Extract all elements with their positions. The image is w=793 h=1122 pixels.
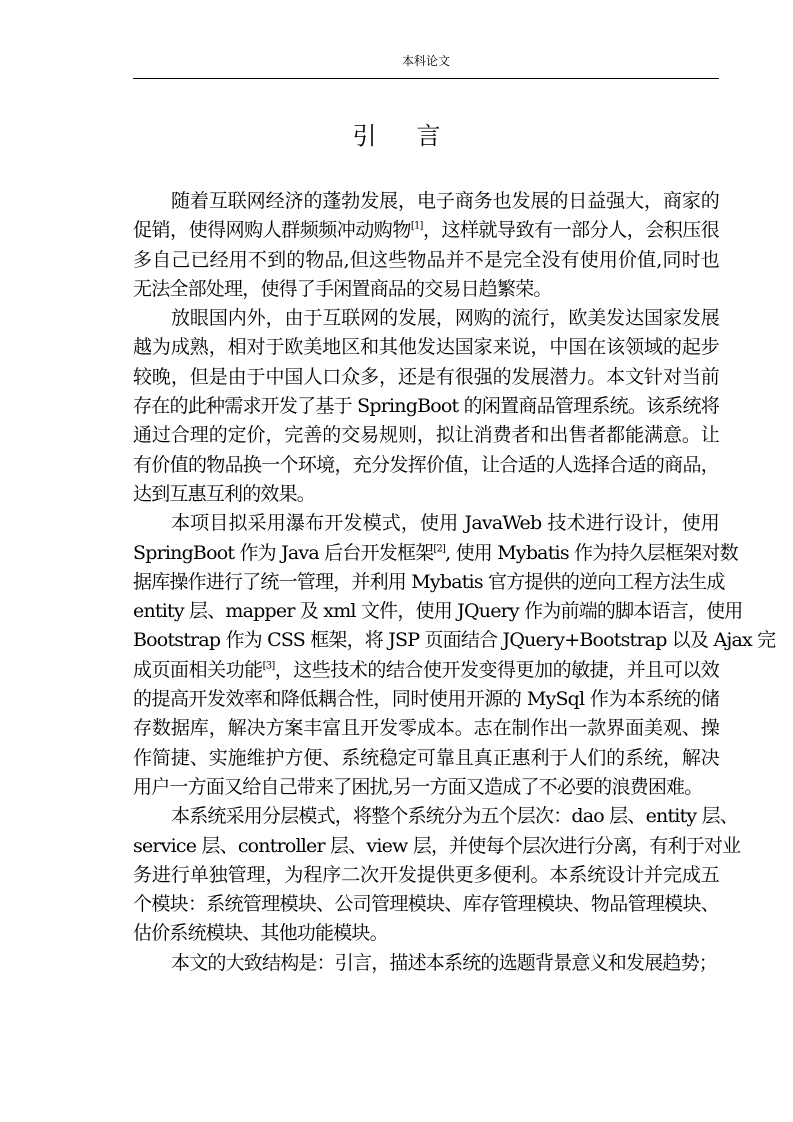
text-line [133,626,776,655]
text-line [133,919,719,948]
line-text: 用户一方面又给自己带来了困扰,另一方面又造成了不必要的浪费困难。 [133,775,703,798]
line-text: Bootstrap 作为 CSS 框架，将 JSP 页面结合 JQuery+Bootstrap 以及 Ajax 完 [133,629,776,652]
line-text: SpringBoot 作为 Java 后台开发框架 [133,541,434,564]
text-line [133,597,743,626]
line-text: 较晚，但是由于中国人口众多，还是有很强的发展潜力。本文针对当前 [133,365,719,388]
line-text: 达到互惠互利的效果。 [133,482,316,505]
text-line [133,685,719,714]
text-line [133,216,719,245]
text-line [133,509,719,538]
line-text: 的提高开发效率和降低耦合性，同时使用开源的 MySql 作为本系统的储 [133,688,719,711]
text-line [133,861,719,890]
paragraph [133,509,776,802]
text-line [133,480,719,509]
paragraph [133,304,719,509]
text-line [133,656,719,685]
citation-ref: [3] [262,660,275,672]
text-line [133,451,719,480]
text-line [133,275,719,304]
paragraph [133,187,719,304]
line-text: 无法全部处理，使得了手闲置商品的交易日趋繁荣。 [133,277,552,300]
line-text: 越为成熟，相对于欧美地区和其他发达国家来说，中国在该领域的起步 [133,336,719,359]
text-line [133,187,719,216]
text-line [133,949,719,978]
line-text-continued: , 使用 Mybatis 作为持久层框架对数 [445,541,738,564]
body-text [133,187,776,978]
line-text: entity 层、mapper 及 xml 文件，使用 JQuery 作为前端的脚本语言，使用 [133,600,743,623]
text-line [133,363,719,392]
line-text: 促销，使得网购人群频频冲动购物 [133,219,411,242]
line-text: 估价系统模块、其他功能模块。 [133,922,388,945]
text-line [133,744,719,773]
text-line [133,890,719,919]
line-text: 据库操作进行了统一管理，并利用 Mybatis 官方提供的逆向工程方法生成 [133,570,725,593]
line-text: 个模块：系统管理模块、公司管理模块、库存管理模块、物品管理模块、 [133,893,719,916]
running-header-text: 本科论文 [401,54,450,68]
text-line [133,392,719,421]
text-line [133,568,725,597]
line-text: 随着互联网经济的蓬勃发展，电子商务也发展的日益强大，商家的 [171,190,719,212]
line-text: 务进行单独管理，为程序二次开发提供更多便利。本系统设计并完成五 [133,863,719,886]
line-text: 作简捷、实施维护方便、系统稳定可靠且真正惠利于人们的系统，解决 [133,746,719,769]
line-text: 放眼国内外，由于互联网的发展，网购的流行，欧美发达国家发展 [171,307,719,330]
text-line [133,421,719,450]
citation-ref: [2] [433,543,446,555]
line-text: 本文的大致结构是：引言，描述本系统的选题背景意义和发展趋势； [171,951,718,974]
text-line [133,714,719,743]
text-line [133,333,719,362]
line-text: 本项目拟采用瀑布开发模式，使用 JavaWeb 技术进行设计，使用 [171,512,719,535]
line-text: service 层、controller 层、view 层，并使每个层次进行分离，有利于对业 [133,834,741,857]
section-title: 引言 [352,122,481,150]
text-line [133,304,719,333]
paragraph [133,802,741,948]
line-text: 有价值的物品换一个环境，充分发挥价值，让合适的人选择合适的商品， [133,453,719,476]
line-text-continued: ，这些技术的结合使开发变得更加的敏捷，并且可以效 [274,658,719,681]
running-header [133,48,719,79]
line-text: 存在的此种需求开发了基于 SpringBoot 的闲置商品管理系统。该系统将 [133,395,719,418]
line-text: 通过合理的定价，完善的交易规则，拟让消费者和出售者都能满意。让 [133,424,719,447]
text-line [133,802,738,831]
line-text: 多自己已经用不到的物品,但这些物品并不是完全没有使用价值,同时也 [133,248,719,271]
line-text: 存数据库，解决方案丰富且开发零成本。志在制作出一款界面美观、操 [133,717,719,740]
line-text: 成页面相关功能 [133,658,263,681]
line-text: 本系统采用分层模式，将整个系统分为五个层次：dao 层、entity 层、 [171,805,738,828]
text-line [133,246,719,275]
text-line [133,773,719,802]
citation-ref: [1] [410,220,423,232]
paragraph [133,949,719,978]
text-line [133,539,738,568]
text-line [133,832,741,861]
line-text-continued: ，这样就导致有一部分人，会积压很 [422,219,719,242]
